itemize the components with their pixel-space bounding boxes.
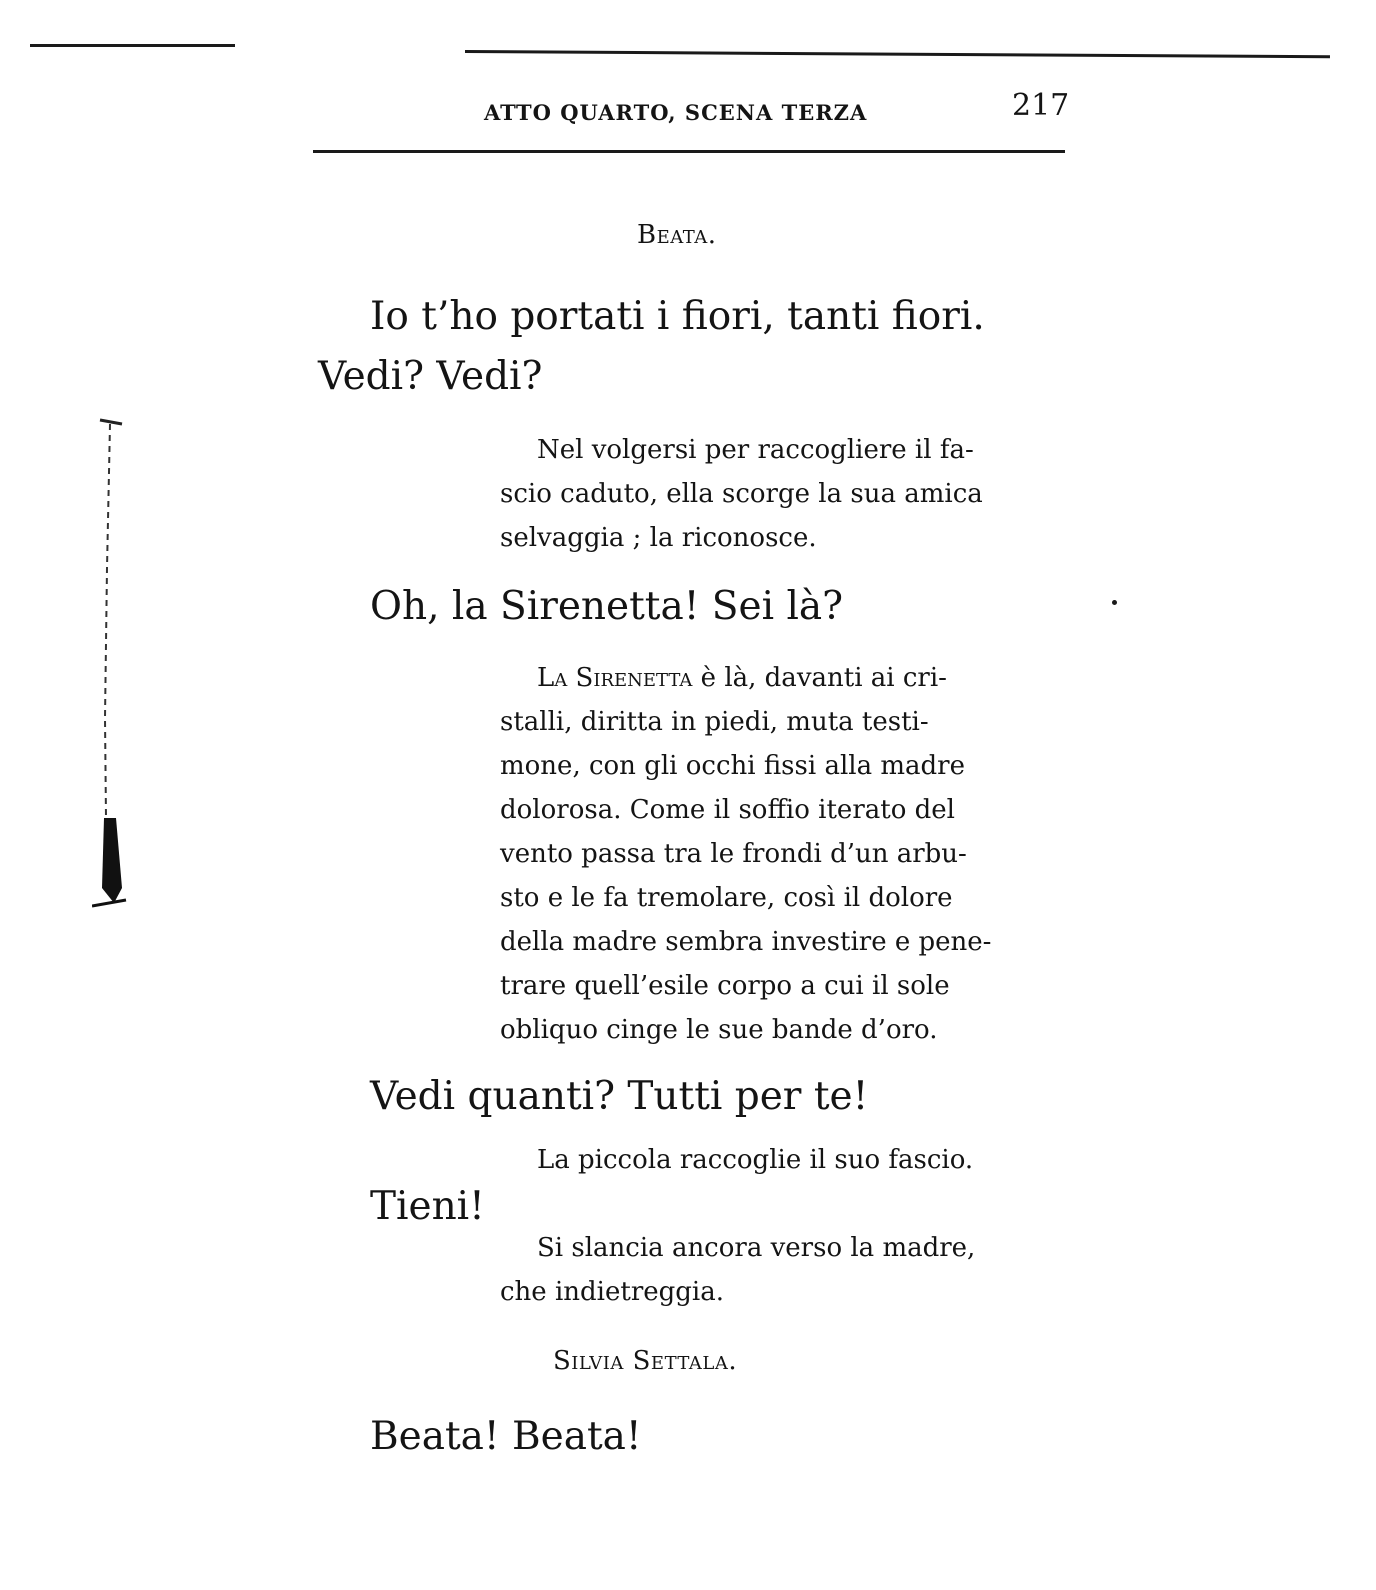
stage-direction <box>500 1226 975 1314</box>
stage-line: trare quell’esile corpo a cui il sole <box>500 971 950 1001</box>
margin-bracket-mark <box>92 418 132 908</box>
stage-line: sto e le fa tremolare, così il dolore <box>500 883 953 913</box>
stage-line: Nel volgersi per raccogliere il fa- <box>537 435 974 465</box>
stage-direction <box>500 656 991 1052</box>
stage-line: Si slancia ancora verso la madre, <box>537 1233 976 1263</box>
scan-edge-mark-right <box>465 50 1330 58</box>
speaker-name: Silvia Settala. <box>553 1346 738 1376</box>
stage-direction: La piccola raccoglie il suo fascio. <box>537 1145 974 1175</box>
verse-line: Beata! Beata! <box>370 1414 642 1459</box>
verse-line: Oh, la Sirenetta! Sei là? <box>370 584 844 629</box>
stage-line: obliquo cinge le sue bande d’oro. <box>500 1015 938 1045</box>
stage-line: che indietreggia. <box>500 1277 724 1307</box>
stage-line: selvaggia ; la riconosce. <box>500 523 817 553</box>
page-number: 217 <box>1012 88 1070 123</box>
stage-line: mone, con gli occhi fissi alla madre <box>500 751 965 781</box>
stage-line: vento passa tra le frondi d’un arbu- <box>500 839 967 869</box>
stage-text: è là, davanti ai cri- <box>692 663 947 693</box>
verse-line: Tieni! <box>370 1184 485 1229</box>
verse-line: Vedi? Vedi? <box>318 354 543 399</box>
running-title: ATTO QUARTO, SCENA TERZA <box>484 100 868 125</box>
stage-line: della madre sembra investire e pene- <box>500 927 992 957</box>
stage-line: stalli, diritta in piedi, muta testi- <box>500 707 929 737</box>
stage-direction <box>500 428 983 560</box>
stage-line: scio caduto, ella scorge la sua amica <box>500 479 983 509</box>
character-name: La Sirenetta <box>537 663 693 693</box>
stage-line: dolorosa. Come il soffio iterato del <box>500 795 955 825</box>
scan-edge-mark-left <box>30 44 235 47</box>
ink-speck <box>1112 600 1117 605</box>
verse-line: Io t’ho portati i fiori, tanti fiori. <box>370 294 985 339</box>
stage-line <box>500 656 991 700</box>
speaker-name: Beata. <box>637 220 717 250</box>
header-rule <box>313 150 1065 153</box>
verse-line: Vedi quanti? Tutti per te! <box>370 1074 869 1119</box>
